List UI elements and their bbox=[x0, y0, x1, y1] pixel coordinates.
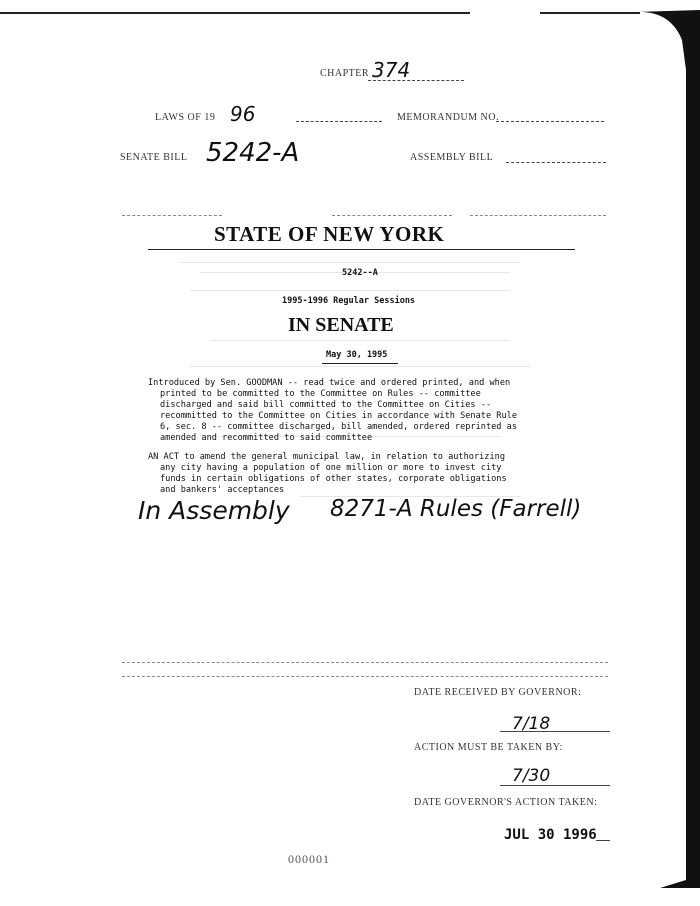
action-taken-label: DATE GOVERNOR'S ACTION TAKEN: bbox=[414, 797, 598, 808]
laws-label: LAWS OF 19 bbox=[155, 112, 216, 123]
senate-bill-value: 5242-A bbox=[206, 138, 300, 168]
memorandum-label: MEMORANDUM NO. bbox=[397, 112, 500, 123]
intro-line: discharged and said bill committed to the Committee on Cities -- bbox=[160, 400, 492, 410]
action-by-label: ACTION MUST BE TAKEN BY: bbox=[414, 742, 563, 753]
senate-bill-label: SENATE BILL bbox=[120, 152, 188, 163]
title-rule bbox=[148, 249, 575, 250]
act-line: funds in certain obligations of other states, corporate obligations bbox=[160, 474, 507, 484]
chapter-label: CHAPTER bbox=[320, 68, 370, 79]
intro-line: amended and recommitted to said committee bbox=[160, 433, 373, 443]
laws-value: 96 bbox=[230, 102, 256, 126]
assembly-bill-label: ASSEMBLY BILL bbox=[410, 152, 494, 163]
page-border-shadow bbox=[630, 10, 700, 890]
date-received-value: 7/18 bbox=[512, 714, 551, 734]
intro-line: Introduced by Sen. GOODMAN -- read twice and ordered printed, and when bbox=[148, 378, 511, 388]
top-edge-line-right bbox=[540, 12, 640, 14]
chapter-value: 374 bbox=[372, 58, 411, 82]
state-title: STATE OF NEW YORK bbox=[214, 222, 445, 246]
act-line: any city having a population of one million or more to invest city bbox=[160, 463, 502, 473]
top-edge-line bbox=[0, 12, 470, 14]
date-received-label: DATE RECEIVED BY GOVERNOR: bbox=[414, 687, 582, 698]
act-line: AN ACT to amend the general municipal law, in relation to authorizing bbox=[148, 452, 505, 462]
bill-number: 5242--A bbox=[342, 268, 378, 278]
senate-date: May 30, 1995 bbox=[326, 350, 388, 360]
assembly-bill-annotation: 8271-A Rules (Farrell) bbox=[330, 496, 582, 522]
chamber-heading: IN SENATE bbox=[288, 314, 394, 336]
intro-line: 6, sec. 8 -- committee discharged, bill amended, ordered reprinted as bbox=[160, 422, 517, 432]
page-id: 000001 bbox=[288, 852, 330, 866]
action-by-value: 7/30 bbox=[512, 766, 551, 786]
intro-line: recommitted to the Committee on Cities in accordance with Senate Rule bbox=[160, 411, 517, 421]
action-taken-stamp: JUL 30 1996 bbox=[504, 827, 597, 843]
act-line: and bankers' acceptances bbox=[160, 485, 285, 495]
assembly-annotation: In Assembly bbox=[138, 496, 290, 525]
intro-line: printed to be committed to the Committee on Rules -- committee bbox=[160, 389, 481, 399]
session-text: 1995-1996 Regular Sessions bbox=[282, 296, 416, 306]
